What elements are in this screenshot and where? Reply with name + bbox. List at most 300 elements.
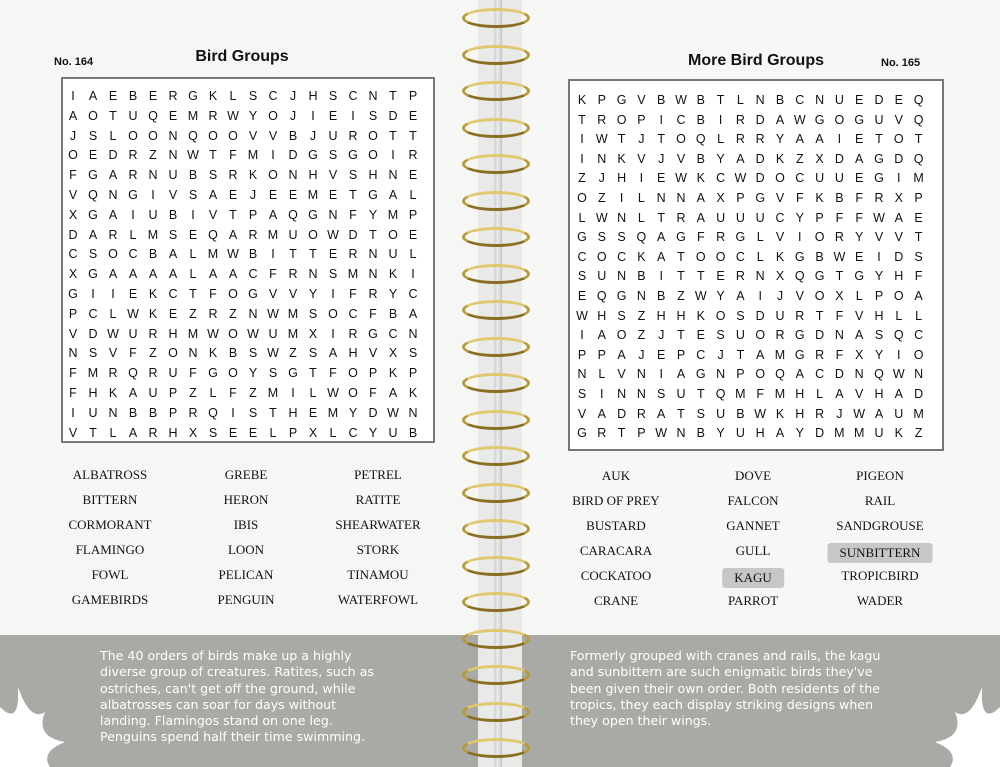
grid-letter[interactable]: M [913, 406, 924, 421]
grid-letter[interactable]: E [716, 269, 725, 284]
grid-letter[interactable]: B [128, 89, 138, 103]
grid-letter[interactable]: N [755, 93, 765, 107]
grid-letter[interactable]: A [108, 168, 118, 183]
grid-letter[interactable]: N [815, 93, 825, 107]
grid-letter[interactable]: T [716, 93, 725, 107]
grid-letter[interactable]: U [328, 128, 338, 143]
grid-letter[interactable]: G [308, 148, 318, 163]
grid-letter[interactable]: D [914, 387, 924, 401]
grid-letter[interactable]: A [795, 367, 804, 382]
grid-letter[interactable]: N [288, 168, 298, 183]
grid-letter[interactable]: A [388, 188, 398, 202]
grid-letter[interactable]: F [229, 386, 237, 400]
grid-letter[interactable]: I [291, 386, 295, 400]
grid-letter[interactable]: L [915, 308, 923, 323]
grid-letter[interactable]: R [188, 405, 198, 420]
grid-letter[interactable]: U [168, 168, 178, 183]
grid-letter[interactable]: U [268, 326, 278, 341]
grid-letter[interactable]: J [658, 328, 665, 343]
grid-letter[interactable]: V [328, 168, 338, 183]
grid-letter[interactable]: P [408, 366, 418, 381]
grid-letter[interactable]: G [208, 366, 218, 381]
grid-letter[interactable]: Y [348, 405, 358, 420]
grid-letter[interactable]: D [288, 148, 298, 163]
grid-letter[interactable]: V [288, 287, 298, 301]
grid-letter[interactable]: V [168, 188, 178, 202]
grid-letter[interactable]: N [408, 405, 418, 420]
grid-letter[interactable]: Y [716, 289, 725, 303]
grid-letter[interactable]: X [388, 346, 398, 361]
grid-letter[interactable]: N [617, 210, 627, 225]
grid-letter[interactable]: I [71, 89, 75, 103]
grid-letter[interactable]: B [248, 247, 258, 262]
grid-letter[interactable]: L [189, 247, 197, 262]
grid-letter[interactable]: E [855, 93, 864, 107]
grid-letter[interactable]: M [307, 188, 319, 202]
grid-letter[interactable]: S [248, 89, 258, 103]
grid-letter[interactable]: I [580, 132, 584, 147]
grid-letter[interactable]: B [148, 247, 158, 262]
grid-letter[interactable]: S [268, 366, 278, 381]
grid-letter[interactable]: W [267, 346, 279, 361]
grid-letter[interactable]: Q [88, 188, 98, 202]
grid-letter[interactable]: T [269, 405, 277, 420]
grid-letter[interactable]: K [388, 267, 398, 282]
grid-letter[interactable]: I [151, 188, 155, 202]
grid-letter[interactable]: N [636, 289, 646, 303]
grid-letter[interactable]: N [168, 148, 178, 163]
grid-letter[interactable]: T [815, 308, 824, 323]
grid-letter[interactable]: R [128, 148, 138, 163]
grid-letter[interactable]: M [347, 267, 359, 282]
grid-letter[interactable]: Q [794, 269, 805, 284]
grid-letter[interactable]: S [248, 346, 258, 361]
grid-letter[interactable]: B [188, 168, 198, 183]
grid-letter[interactable]: E [855, 132, 864, 147]
grid-letter[interactable]: J [69, 128, 77, 143]
grid-letter[interactable]: G [368, 188, 378, 202]
grid-letter[interactable]: I [718, 112, 723, 127]
grid-letter[interactable]: Y [248, 108, 258, 123]
grid-letter[interactable]: Z [795, 151, 804, 166]
grid-letter[interactable]: A [128, 425, 138, 440]
grid-letter[interactable]: G [695, 367, 706, 382]
grid-letter[interactable]: N [656, 191, 666, 205]
grid-letter[interactable]: G [308, 207, 318, 222]
grid-letter[interactable]: A [108, 207, 118, 222]
grid-letter[interactable]: L [736, 93, 744, 107]
grid-letter[interactable]: O [108, 247, 118, 262]
grid-letter[interactable]: W [734, 171, 747, 186]
grid-letter[interactable]: Z [578, 171, 586, 186]
grid-letter[interactable]: G [248, 287, 258, 301]
grid-letter[interactable]: J [836, 406, 843, 421]
grid-letter[interactable]: W [576, 308, 588, 323]
grid-letter[interactable]: P [168, 405, 178, 420]
grid-letter[interactable]: B [775, 93, 785, 107]
grid-letter[interactable]: F [855, 191, 863, 205]
grid-letter[interactable]: G [794, 347, 805, 362]
grid-letter[interactable]: N [388, 168, 398, 183]
grid-letter[interactable]: N [368, 89, 378, 103]
grid-letter[interactable]: A [328, 346, 338, 361]
grid-letter[interactable]: I [271, 148, 275, 163]
grid-letter[interactable]: Z [189, 386, 197, 400]
grid-letter[interactable]: O [577, 191, 587, 205]
grid-letter[interactable]: E [308, 405, 318, 420]
grid-letter[interactable]: C [716, 171, 726, 186]
grid-letter[interactable]: S [208, 168, 218, 183]
grid-letter[interactable]: H [676, 308, 686, 323]
grid-letter[interactable]: L [598, 367, 606, 382]
grid-letter[interactable]: A [408, 306, 418, 321]
grid-letter[interactable]: E [268, 188, 278, 202]
grid-letter[interactable]: I [331, 326, 335, 341]
grid-letter[interactable]: K [696, 171, 705, 186]
grid-letter[interactable]: U [735, 328, 745, 343]
grid-letter[interactable]: T [657, 210, 665, 225]
grid-letter[interactable]: O [616, 112, 627, 127]
grid-letter[interactable]: I [659, 112, 663, 127]
grid-letter[interactable]: H [617, 171, 627, 186]
grid-letter[interactable]: L [109, 425, 117, 440]
grid-letter[interactable]: X [855, 347, 864, 362]
grid-letter[interactable]: O [715, 249, 726, 264]
grid-letter[interactable]: Z [189, 306, 197, 321]
grid-letter[interactable]: F [369, 306, 377, 321]
grid-letter[interactable]: Q [913, 151, 924, 166]
grid-letter[interactable]: R [128, 168, 138, 183]
grid-letter[interactable]: D [874, 93, 884, 107]
grid-letter[interactable]: B [657, 93, 666, 107]
grid-letter[interactable]: G [288, 366, 298, 381]
grid-letter[interactable]: V [577, 406, 587, 421]
grid-letter[interactable]: S [88, 128, 98, 143]
grid-letter[interactable]: R [815, 347, 825, 362]
grid-letter[interactable]: H [348, 346, 358, 361]
grid-letter[interactable]: A [228, 267, 238, 282]
grid-letter[interactable]: M [187, 108, 199, 123]
grid-letter[interactable]: X [68, 267, 78, 282]
grid-letter[interactable]: C [696, 347, 706, 362]
grid-letter[interactable]: E [894, 93, 903, 107]
grid-letter[interactable]: C [735, 249, 745, 264]
grid-letter[interactable]: R [148, 366, 158, 381]
grid-letter[interactable]: D [894, 151, 904, 166]
grid-letter[interactable]: V [617, 367, 626, 382]
grid-letter[interactable]: I [91, 287, 95, 301]
grid-letter[interactable]: L [637, 191, 645, 205]
grid-letter[interactable]: N [368, 267, 378, 282]
grid-letter[interactable]: W [187, 148, 199, 163]
grid-letter[interactable]: L [329, 425, 337, 440]
grid-letter[interactable]: I [758, 289, 762, 303]
grid-letter[interactable]: H [874, 308, 884, 323]
grid-letter[interactable]: W [793, 112, 806, 127]
grid-letter[interactable]: W [694, 289, 707, 303]
grid-letter[interactable]: J [289, 89, 297, 103]
grid-letter[interactable]: U [874, 112, 884, 127]
grid-letter[interactable]: O [913, 347, 924, 362]
grid-letter[interactable]: T [189, 287, 197, 301]
grid-letter[interactable]: S [657, 387, 666, 401]
grid-letter[interactable]: V [68, 326, 78, 341]
grid-letter[interactable]: Z [637, 328, 646, 343]
grid-letter[interactable]: P [597, 347, 606, 362]
grid-letter[interactable]: G [88, 207, 98, 222]
grid-letter[interactable]: F [756, 387, 764, 401]
grid-letter[interactable]: Y [308, 287, 318, 301]
grid-letter[interactable]: W [595, 132, 608, 147]
grid-letter[interactable]: Z [249, 386, 257, 400]
grid-letter[interactable]: W [227, 247, 239, 262]
grid-letter[interactable]: E [328, 188, 338, 202]
grid-letter[interactable]: E [328, 247, 338, 262]
grid-letter[interactable]: C [388, 326, 398, 341]
grid-letter[interactable]: Y [775, 132, 785, 147]
grid-letter[interactable]: Y [248, 366, 258, 381]
grid-letter[interactable]: E [657, 347, 666, 362]
grid-letter[interactable]: G [348, 148, 358, 163]
grid-letter[interactable]: E [108, 89, 118, 103]
grid-letter[interactable]: W [267, 306, 279, 321]
grid-letter[interactable]: D [755, 151, 765, 166]
grid-letter[interactable]: E [128, 287, 138, 301]
grid-letter[interactable]: A [88, 227, 98, 242]
grid-letter[interactable]: A [88, 89, 98, 103]
grid-letter[interactable]: L [895, 308, 903, 323]
grid-letter[interactable]: K [208, 89, 218, 103]
grid-letter[interactable]: O [348, 366, 358, 381]
grid-letter[interactable]: D [108, 148, 118, 163]
grid-letter[interactable]: Z [677, 289, 685, 303]
grid-letter[interactable]: I [271, 247, 275, 262]
grid-letter[interactable]: E [148, 89, 158, 103]
grid-letter[interactable]: T [677, 328, 685, 343]
grid-letter[interactable]: V [68, 188, 78, 202]
grid-letter[interactable]: W [892, 367, 905, 382]
grid-letter[interactable]: P [288, 425, 298, 440]
grid-letter[interactable]: K [775, 151, 785, 166]
grid-letter[interactable]: A [268, 207, 278, 222]
grid-letter[interactable]: B [736, 406, 745, 421]
grid-letter[interactable]: N [108, 405, 118, 420]
grid-letter[interactable]: T [677, 269, 685, 284]
grid-letter[interactable]: O [814, 289, 825, 303]
grid-letter[interactable]: Q [775, 367, 785, 382]
grid-letter[interactable]: W [833, 249, 846, 264]
grid-letter[interactable]: F [69, 168, 77, 183]
grid-letter[interactable]: A [815, 132, 824, 147]
grid-letter[interactable]: F [329, 366, 337, 381]
grid-letter[interactable]: V [68, 425, 78, 440]
grid-letter[interactable]: U [815, 171, 825, 186]
grid-letter[interactable]: D [88, 326, 98, 341]
grid-letter[interactable]: D [834, 367, 844, 382]
grid-letter[interactable]: C [577, 249, 587, 264]
grid-letter[interactable]: I [131, 207, 135, 222]
grid-letter[interactable]: T [578, 112, 586, 127]
grid-letter[interactable]: O [68, 148, 78, 163]
grid-letter[interactable]: P [248, 207, 258, 222]
grid-letter[interactable]: R [408, 148, 418, 163]
grid-letter[interactable]: K [815, 191, 824, 205]
grid-letter[interactable]: R [288, 267, 298, 282]
grid-letter[interactable]: A [388, 386, 398, 400]
grid-letter[interactable]: S [168, 227, 178, 242]
grid-letter[interactable]: O [168, 346, 178, 361]
grid-letter[interactable]: D [834, 151, 844, 166]
grid-letter[interactable]: R [636, 406, 646, 421]
grid-letter[interactable]: G [854, 269, 865, 284]
grid-letter[interactable]: D [755, 112, 765, 127]
grid-letter[interactable]: G [68, 287, 78, 301]
grid-letter[interactable]: S [716, 328, 725, 343]
grid-letter[interactable]: R [108, 227, 118, 242]
grid-letter[interactable]: I [411, 267, 415, 282]
grid-letter[interactable]: S [577, 387, 587, 401]
grid-letter[interactable]: C [128, 247, 138, 262]
grid-letter[interactable]: X [835, 289, 844, 303]
grid-letter[interactable]: A [894, 210, 903, 225]
grid-letter[interactable]: B [288, 128, 298, 143]
grid-letter[interactable]: U [775, 308, 785, 323]
grid-letter[interactable]: K [637, 249, 646, 264]
grid-letter[interactable]: S [88, 346, 98, 361]
grid-letter[interactable]: O [128, 128, 138, 143]
grid-letter[interactable]: Y [716, 151, 725, 166]
grid-letter[interactable]: W [127, 306, 139, 321]
grid-letter[interactable]: N [636, 367, 646, 382]
grid-letter[interactable]: P [736, 367, 745, 382]
grid-letter[interactable]: B [696, 426, 705, 441]
grid-letter[interactable]: L [637, 210, 645, 225]
grid-letter[interactable]: V [108, 346, 118, 361]
grid-letter[interactable]: R [348, 128, 358, 143]
grid-letter[interactable]: E [228, 425, 238, 440]
grid-letter[interactable]: P [577, 347, 587, 362]
grid-letter[interactable]: B [696, 151, 705, 166]
grid-letter[interactable]: H [308, 168, 318, 183]
grid-letter[interactable]: A [597, 406, 606, 421]
grid-letter[interactable]: O [616, 328, 627, 343]
grid-letter[interactable]: R [248, 227, 258, 242]
grid-letter[interactable]: B [696, 112, 705, 127]
grid-letter[interactable]: M [834, 426, 845, 441]
grid-letter[interactable]: L [855, 289, 863, 303]
grid-letter[interactable]: D [68, 227, 78, 242]
grid-letter[interactable]: C [68, 247, 78, 262]
grid-letter[interactable]: L [756, 249, 764, 264]
grid-letter[interactable]: O [348, 386, 358, 400]
grid-letter[interactable]: P [914, 191, 923, 205]
grid-letter[interactable]: E [408, 227, 418, 242]
grid-letter[interactable]: N [368, 247, 378, 262]
grid-letter[interactable]: Q [288, 207, 298, 222]
grid-letter[interactable]: P [168, 386, 178, 400]
grid-letter[interactable]: X [188, 425, 198, 440]
grid-letter[interactable]: A [775, 112, 785, 127]
grid-letter[interactable]: T [309, 366, 317, 381]
grid-letter[interactable]: R [148, 326, 158, 341]
grid-letter[interactable]: I [580, 328, 584, 343]
grid-letter[interactable]: U [716, 210, 726, 225]
grid-letter[interactable]: I [600, 387, 604, 401]
grid-letter[interactable]: F [269, 267, 277, 282]
grid-letter[interactable]: C [348, 306, 358, 321]
grid-letter[interactable]: Y [874, 347, 884, 362]
grid-letter[interactable]: S [188, 188, 198, 202]
grid-letter[interactable]: S [874, 328, 884, 343]
grid-letter[interactable]: I [191, 207, 195, 222]
grid-letter[interactable]: O [308, 227, 318, 242]
grid-letter[interactable]: L [189, 267, 197, 282]
grid-letter[interactable]: H [597, 308, 607, 323]
grid-letter[interactable]: D [815, 426, 825, 441]
grid-letter[interactable]: G [88, 267, 98, 282]
grid-letter[interactable]: S [577, 269, 587, 284]
grid-letter[interactable]: J [717, 347, 724, 362]
grid-letter[interactable]: C [88, 306, 98, 321]
grid-letter[interactable]: Q [715, 387, 726, 401]
grid-letter[interactable]: R [755, 132, 765, 147]
grid-letter[interactable]: A [756, 347, 765, 362]
grid-letter[interactable]: A [208, 267, 218, 282]
grid-letter[interactable]: R [348, 326, 358, 341]
grid-letter[interactable]: S [736, 308, 745, 323]
grid-letter[interactable]: R [148, 425, 158, 440]
grid-letter[interactable]: U [168, 366, 178, 381]
grid-letter[interactable]: T [409, 128, 417, 143]
grid-letter[interactable]: P [736, 191, 745, 205]
grid-letter[interactable]: U [388, 247, 398, 262]
grid-letter[interactable]: O [228, 128, 238, 143]
grid-letter[interactable]: L [409, 188, 417, 202]
grid-letter[interactable]: N [854, 367, 864, 382]
grid-letter[interactable]: O [695, 249, 706, 264]
grid-letter[interactable]: H [288, 405, 298, 420]
grid-letter[interactable]: Y [716, 426, 725, 441]
grid-letter[interactable]: Q [148, 108, 158, 123]
grid-letter[interactable]: P [637, 112, 646, 127]
grid-letter[interactable]: M [735, 387, 746, 401]
grid-letter[interactable]: O [328, 306, 338, 321]
grid-letter[interactable]: S [617, 308, 626, 323]
grid-letter[interactable]: R [597, 426, 607, 441]
grid-letter[interactable]: A [855, 151, 864, 166]
grid-letter[interactable]: M [87, 366, 99, 381]
grid-letter[interactable]: N [328, 207, 338, 222]
grid-letter[interactable]: H [894, 269, 904, 284]
grid-letter[interactable]: B [148, 405, 158, 420]
grid-letter[interactable]: M [774, 387, 786, 401]
grid-letter[interactable]: G [676, 230, 686, 245]
grid-letter[interactable]: W [207, 326, 219, 341]
grid-letter[interactable]: B [835, 191, 844, 205]
grid-letter[interactable]: P [637, 426, 646, 441]
grid-letter[interactable]: K [388, 366, 398, 381]
grid-letter[interactable]: F [69, 366, 77, 381]
grid-letter[interactable]: Z [149, 346, 157, 361]
grid-letter[interactable]: L [816, 387, 824, 401]
grid-letter[interactable]: X [716, 191, 725, 205]
grid-letter[interactable]: T [875, 132, 883, 147]
grid-letter[interactable]: U [834, 93, 844, 107]
grid-letter[interactable]: K [108, 386, 118, 400]
grid-letter[interactable]: A [894, 387, 903, 401]
grid-letter[interactable]: Z [229, 306, 237, 321]
grid-letter[interactable]: T [696, 269, 705, 284]
